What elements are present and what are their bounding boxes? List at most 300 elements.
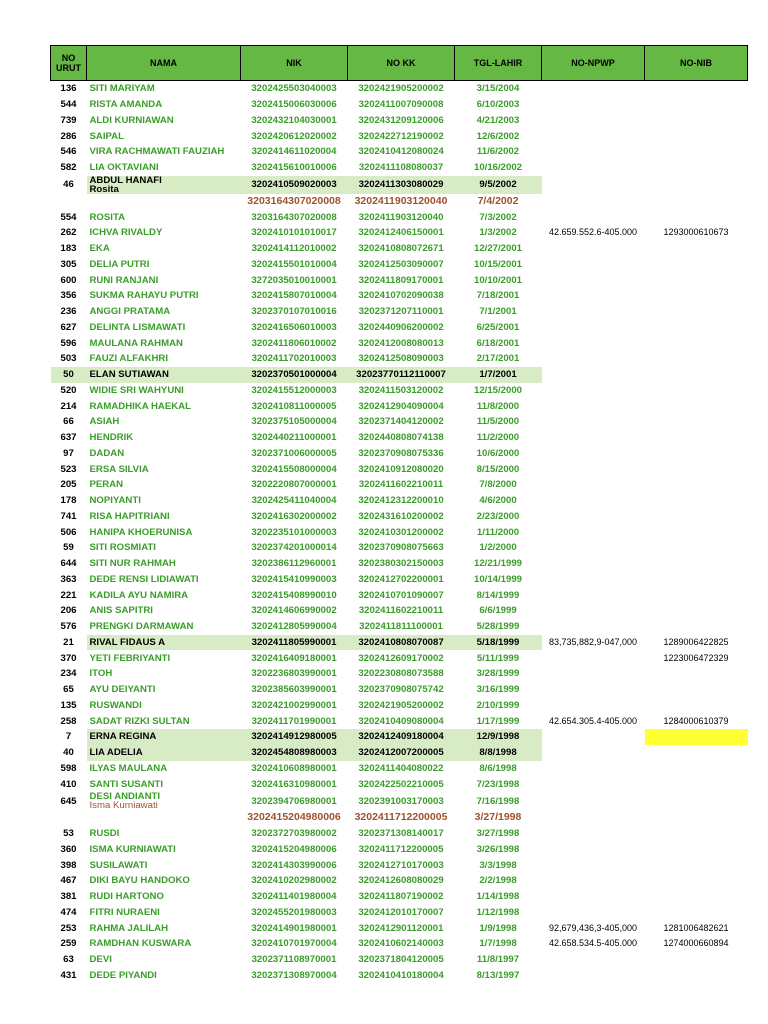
nib-cell[interactable] — [645, 540, 748, 556]
nik-cell[interactable]: 3202416302000002 — [251, 510, 337, 522]
birth-date-cell[interactable]: 7/3/2002 — [479, 211, 517, 223]
nik-cell[interactable]: 3202236803990001 — [251, 668, 337, 680]
npwp-cell[interactable]: 83,735,882,9-047,000 — [548, 636, 638, 647]
npwp-cell[interactable]: 92,679,436,3-405,000 — [548, 922, 638, 933]
name-cell[interactable]: DEDE RENSI LIDIAWATI — [89, 573, 199, 585]
birth-date-cell[interactable]: 7/23/1998 — [476, 778, 520, 790]
name-cell[interactable]: AYU DEIYANTI — [89, 684, 156, 696]
nib-cell[interactable] — [645, 682, 748, 698]
nik-cell[interactable]: 3202415610010006 — [251, 162, 337, 174]
name-cell[interactable]: ILYAS MAULANA — [89, 762, 168, 774]
no-kk-cell[interactable]: 32023770112110007 — [348, 367, 455, 383]
birth-date-cell[interactable]: 12/6/2002 — [476, 130, 520, 142]
no-kk-cell[interactable]: 3202440808074138 — [358, 432, 444, 444]
no-kk-cell[interactable]: 3202412409180004 — [348, 729, 455, 745]
no-kk-cell[interactable]: 3202412010170007 — [358, 906, 444, 918]
nik-cell[interactable]: 3202411806010002 — [251, 337, 337, 349]
nik-cell[interactable]: 3202372703980002 — [251, 828, 337, 840]
no-kk-cell[interactable]: 3202230808073588 — [358, 668, 444, 680]
nib-cell[interactable] — [645, 272, 748, 288]
birth-date-cell[interactable]: 3/27/1998 — [476, 828, 520, 840]
row-number-cell[interactable]: 7 — [51, 729, 87, 745]
row-number-cell[interactable]: 431 — [60, 969, 77, 981]
row-number-cell[interactable]: 546 — [60, 146, 77, 158]
birth-date-cell[interactable]: 11/8/1997 — [476, 954, 520, 966]
name-cell[interactable]: EKA — [89, 243, 110, 255]
npwp-cell[interactable] — [542, 857, 645, 873]
nib-cell[interactable] — [645, 446, 748, 462]
npwp-cell[interactable] — [542, 540, 645, 556]
row-number-cell[interactable]: 97 — [63, 447, 74, 459]
nik-cell[interactable]: 3202440211000001 — [251, 432, 337, 444]
npwp-cell[interactable] — [542, 603, 645, 619]
name-cell[interactable]: FAUZI ALFAKHRI — [89, 353, 169, 365]
npwp-cell[interactable] — [542, 320, 645, 336]
nib-cell[interactable] — [645, 97, 748, 113]
row-number-cell[interactable]: 741 — [60, 510, 77, 522]
row-number-cell[interactable]: 234 — [60, 668, 77, 680]
birth-date-cell[interactable]: 3/26/1998 — [476, 843, 520, 855]
nib-cell[interactable] — [645, 430, 748, 446]
birth-date-cell[interactable]: 8/13/1997 — [476, 969, 520, 981]
birth-date-cell[interactable]: 5/28/1999 — [476, 621, 520, 633]
npwp-cell[interactable] — [542, 128, 645, 144]
nik-cell[interactable]: 3202374201000014 — [251, 542, 337, 554]
npwp-cell[interactable] — [542, 745, 645, 761]
name-cell[interactable]: SITI ROSMIATI — [89, 542, 156, 554]
no-kk-cell[interactable]: 3202411108080037 — [358, 162, 444, 174]
birth-date-cell[interactable]: 8/15/2000 — [476, 463, 520, 475]
name-cell[interactable]: RAHMA JALILAH — [89, 922, 169, 934]
npwp-cell[interactable] — [542, 619, 645, 635]
birth-date-cell[interactable]: 2/17/2001 — [476, 353, 520, 365]
nib-cell[interactable] — [645, 160, 748, 176]
birth-date-cell[interactable]: 1/17/1999 — [476, 715, 520, 727]
birth-date-cell[interactable]: 7/8/2000 — [479, 479, 517, 491]
row-number-cell[interactable]: 600 — [60, 274, 77, 286]
row-number-cell[interactable]: 356 — [60, 290, 77, 302]
nib-cell[interactable] — [645, 367, 748, 383]
no-kk-cell[interactable]: 3202411007090008 — [358, 99, 444, 111]
npwp-cell[interactable] — [542, 682, 645, 698]
row-number-cell[interactable]: 50 — [51, 367, 87, 383]
no-kk-cell[interactable]: 3202411903120040 — [358, 211, 444, 223]
row-number-cell[interactable]: 135 — [60, 699, 77, 711]
name-cell[interactable]: ELAN SUTIAWAN — [87, 367, 241, 383]
npwp-cell[interactable] — [542, 842, 645, 858]
no-kk-cell[interactable]: 3202411903120040 — [354, 194, 448, 207]
name-cell[interactable]: ERSA SILVIA — [89, 463, 149, 475]
nik-cell[interactable]: 3202414303990006 — [251, 859, 337, 871]
name-cell[interactable]: MAULANA RAHMAN — [89, 337, 183, 349]
name-cell[interactable]: DEVI — [89, 954, 112, 966]
row-number-cell[interactable]: 258 — [60, 715, 77, 727]
npwp-cell[interactable] — [542, 367, 645, 383]
nik-cell[interactable]: 3202411702010003 — [251, 353, 337, 365]
birth-date-cell[interactable]: 1/9/1998 — [479, 922, 517, 934]
row-number-cell[interactable]: 627 — [60, 321, 77, 333]
nib-cell[interactable] — [645, 889, 748, 905]
birth-date-cell[interactable]: 4/6/2000 — [479, 495, 517, 507]
nib-cell[interactable]: 1284000610379 — [663, 715, 729, 726]
nib-cell[interactable] — [645, 556, 748, 572]
no-kk-cell[interactable]: 3202421905200002 — [358, 699, 444, 711]
name-cell[interactable]: ANIS SAPITRI — [89, 605, 153, 617]
nik-cell[interactable]: 3202415512000003 — [251, 384, 337, 396]
birth-date-cell[interactable]: 3/15/2004 — [476, 83, 520, 95]
birth-date-cell[interactable]: 10/14/1999 — [473, 573, 522, 585]
nik-cell[interactable]: 3202415204980006 — [247, 811, 341, 824]
birth-date-cell[interactable]: 1/7/1998 — [479, 938, 517, 950]
row-number-cell[interactable]: 544 — [60, 99, 77, 111]
no-kk-cell[interactable]: 3202411503120002 — [358, 384, 444, 396]
npwp-cell[interactable] — [542, 398, 645, 414]
no-kk-cell[interactable]: 3202370908075663 — [358, 542, 444, 554]
birth-date-cell[interactable]: 10/6/2000 — [476, 447, 520, 459]
nib-cell[interactable] — [645, 176, 748, 194]
name-cell[interactable]: FITRI NURAENI — [89, 906, 160, 918]
birth-date-cell[interactable]: 1/7/2001 — [455, 367, 542, 383]
nib-cell[interactable]: 1289006422825 — [663, 636, 729, 647]
nib-cell[interactable] — [645, 128, 748, 144]
birth-date-cell[interactable]: 6/25/2001 — [476, 321, 520, 333]
npwp-cell[interactable] — [542, 556, 645, 572]
npwp-cell[interactable] — [542, 698, 645, 714]
row-number-cell[interactable]: 506 — [60, 526, 77, 538]
nik-cell[interactable]: 3202410202980002 — [251, 875, 337, 887]
birth-date-cell[interactable]: 1/3/2002 — [479, 227, 517, 239]
nik-cell[interactable]: 3202370107010016 — [251, 306, 337, 318]
nik-cell[interactable]: 3202411401980004 — [251, 891, 337, 903]
nik-cell[interactable]: 3202454808980003 — [241, 745, 348, 761]
no-kk-cell[interactable]: 3202411303080029 — [348, 176, 455, 194]
row-number-cell[interactable]: 576 — [60, 621, 77, 633]
npwp-cell[interactable] — [542, 761, 645, 777]
nib-cell[interactable] — [645, 398, 748, 414]
nib-cell[interactable] — [645, 288, 748, 304]
birth-date-cell[interactable]: 7/16/1998 — [476, 795, 520, 807]
nik-cell[interactable]: 3202410811000005 — [251, 400, 337, 412]
birth-date-cell[interactable]: 3/27/1998 — [474, 811, 522, 824]
birth-date-cell[interactable]: 4/21/2003 — [476, 114, 520, 126]
nib-cell[interactable] — [645, 905, 748, 921]
nib-cell[interactable] — [645, 509, 748, 525]
birth-date-cell[interactable]: 11/2/2000 — [476, 432, 520, 444]
no-kk-cell[interactable]: 3202412904090004 — [358, 400, 444, 412]
birth-date-cell[interactable]: 1/12/1998 — [476, 906, 520, 918]
header-no-npwp[interactable]: NO-NPWP — [542, 46, 645, 81]
nik-cell[interactable]: 3202425503040003 — [251, 83, 337, 95]
nik-cell[interactable]: 3202455201980003 — [251, 906, 337, 918]
no-kk-cell[interactable]: 3202412007200005 — [348, 745, 455, 761]
nik-cell[interactable]: 3202432104030001 — [251, 114, 337, 126]
birth-date-cell[interactable]: 10/16/2002 — [473, 162, 522, 174]
no-kk-cell[interactable]: 3202412901120001 — [358, 922, 444, 934]
name-cell[interactable]: ERNA REGINA — [87, 729, 241, 745]
no-kk-cell[interactable]: 3202411712200005 — [358, 843, 444, 855]
name-cell[interactable] — [87, 810, 241, 826]
nik-cell[interactable]: 3202415204980006 — [251, 843, 337, 855]
row-number-cell[interactable]: 206 — [60, 605, 77, 617]
nib-cell[interactable] — [645, 826, 748, 842]
nib-cell[interactable] — [645, 603, 748, 619]
nib-cell[interactable]: 1293000610673 — [663, 227, 729, 238]
no-kk-cell[interactable]: 3202370908075742 — [358, 684, 444, 696]
name-cell[interactable]: SADAT RIZKI SULTAN — [89, 715, 190, 727]
no-kk-cell[interactable]: 3202391003170003 — [358, 795, 444, 807]
nib-cell[interactable] — [645, 209, 748, 225]
row-number-cell[interactable]: 286 — [60, 130, 77, 142]
nik-cell[interactable]: 3202425411040004 — [251, 495, 337, 507]
row-number-cell[interactable]: 65 — [63, 684, 74, 696]
npwp-cell[interactable] — [542, 873, 645, 889]
row-number-cell[interactable]: 205 — [60, 479, 77, 491]
birth-date-cell[interactable]: 8/6/1998 — [479, 762, 517, 774]
header-no-kk[interactable]: NO KK — [348, 46, 455, 81]
npwp-cell[interactable] — [542, 272, 645, 288]
birth-date-cell[interactable]: 7/18/2001 — [476, 290, 520, 302]
row-number-cell[interactable]: 523 — [60, 463, 77, 475]
nik-cell[interactable]: 3202375105000004 — [251, 416, 337, 428]
no-kk-cell[interactable]: 3202412406150001 — [358, 227, 444, 239]
nib-cell[interactable] — [645, 113, 748, 129]
npwp-cell[interactable] — [542, 650, 645, 666]
npwp-cell[interactable] — [542, 666, 645, 682]
nib-cell[interactable] — [645, 493, 748, 509]
birth-date-cell[interactable]: 6/18/2001 — [476, 337, 520, 349]
nib-cell[interactable] — [645, 729, 748, 745]
npwp-cell[interactable] — [542, 176, 645, 194]
name-cell[interactable]: ROSITA — [89, 211, 126, 223]
row-number-cell[interactable]: 136 — [60, 83, 77, 95]
name-cell[interactable] — [87, 176, 241, 194]
no-kk-cell[interactable]: 3202411811100001 — [359, 621, 443, 633]
no-kk-cell[interactable]: 3202411404080022 — [358, 762, 444, 774]
name-cell[interactable]: SANTI SUSANTI — [89, 778, 164, 790]
nib-cell[interactable] — [645, 761, 748, 777]
name-cell[interactable]: HANIPA KHOERUNISA — [89, 526, 193, 538]
npwp-cell[interactable]: 42.659.552.6-405.000 — [548, 227, 638, 238]
name-cell[interactable]: RAMDHAN KUSWARA — [89, 938, 192, 950]
npwp-cell[interactable] — [542, 383, 645, 399]
nik-cell[interactable]: 3202394706980001 — [251, 795, 337, 807]
nib-cell[interactable]: 1281006482621 — [663, 922, 729, 933]
name-cell[interactable]: SITI NUR RAHMAH — [89, 558, 176, 570]
header-tgl-lahir[interactable]: TGL-LAHIR — [455, 46, 542, 81]
birth-date-cell[interactable]: 1/2/2000 — [479, 542, 517, 554]
row-number-cell[interactable]: 370 — [60, 652, 77, 664]
row-number-cell[interactable]: 236 — [60, 306, 77, 318]
npwp-cell[interactable] — [542, 209, 645, 225]
npwp-cell[interactable] — [542, 414, 645, 430]
no-kk-cell[interactable]: 3202410301200002 — [358, 526, 444, 538]
name-cell[interactable]: DIKI BAYU HANDOKO — [89, 875, 190, 887]
npwp-cell[interactable] — [542, 241, 645, 257]
row-number-cell[interactable]: 221 — [60, 589, 77, 601]
row-number-cell[interactable]: 363 — [60, 573, 77, 585]
nib-cell[interactable] — [645, 241, 748, 257]
no-kk-cell[interactable]: 3202370908075336 — [358, 447, 444, 459]
header-nama[interactable]: NAMA — [87, 46, 241, 81]
nik-cell[interactable]: 3202416506010003 — [251, 321, 337, 333]
name-cell[interactable]: YETI FEBRIYANTI — [89, 652, 171, 664]
nik-cell[interactable]: 3202235101000003 — [251, 526, 337, 538]
birth-date-cell[interactable]: 8/14/1999 — [476, 589, 520, 601]
row-number-cell[interactable]: 53 — [63, 828, 74, 840]
no-kk-cell[interactable]: 3202371404120002 — [358, 416, 444, 428]
nik-cell[interactable]: 3202410608980001 — [251, 762, 337, 774]
no-kk-cell[interactable]: 3202412508090003 — [358, 353, 444, 365]
birth-date-cell[interactable]: 3/16/1999 — [476, 684, 520, 696]
nib-cell[interactable] — [645, 351, 748, 367]
row-number-cell[interactable]: 46 — [51, 176, 87, 194]
npwp-cell[interactable] — [542, 792, 645, 810]
no-kk-cell[interactable]: 3202410808070087 — [348, 635, 455, 651]
nik-cell[interactable]: 3202414912980005 — [241, 729, 348, 745]
row-number-cell[interactable]: 467 — [60, 875, 77, 887]
nik-cell[interactable]: 3202414901980001 — [251, 922, 337, 934]
nik-cell[interactable]: 3202415508000004 — [251, 463, 337, 475]
name-cell[interactable]: RUDI HARTONO — [89, 891, 164, 903]
name-cell[interactable]: SITI MARIYAM — [89, 83, 155, 95]
birth-date-cell[interactable]: 6/6/1999 — [479, 605, 517, 617]
npwp-cell[interactable] — [542, 952, 645, 968]
birth-date-cell[interactable]: 5/18/1999 — [455, 635, 542, 651]
no-kk-cell[interactable]: 3202410701090007 — [358, 589, 444, 601]
name-cell[interactable]: SUKMA RAHAYU PUTRI — [89, 290, 199, 302]
nib-cell[interactable] — [645, 810, 748, 826]
no-kk-cell[interactable]: 3202422712190002 — [358, 130, 444, 142]
no-kk-cell[interactable]: 3202410912080020 — [358, 463, 444, 475]
name-cell[interactable]: RUNI RANJANI — [89, 274, 159, 286]
nik-cell[interactable]: 3202414606990002 — [251, 605, 337, 617]
row-number-cell[interactable]: 183 — [60, 243, 77, 255]
nik-cell[interactable]: 3202410509020003 — [241, 176, 348, 194]
row-number-cell[interactable]: 178 — [60, 495, 77, 507]
row-number-cell[interactable]: 598 — [60, 762, 77, 774]
nib-cell[interactable] — [645, 414, 748, 430]
npwp-cell[interactable]: 42.654.305.4-405.000 — [548, 715, 638, 726]
name-cell[interactable]: ITOH — [89, 668, 113, 680]
npwp-cell[interactable] — [542, 889, 645, 905]
no-kk-cell[interactable]: 3202431209120006 — [358, 114, 444, 126]
nib-cell[interactable] — [645, 477, 748, 493]
nib-cell[interactable] — [645, 81, 748, 97]
name-cell[interactable]: WIDIE SRI WAHYUNI — [89, 384, 184, 396]
no-kk-cell[interactable]: 3202421905200002 — [358, 83, 444, 95]
no-kk-cell[interactable]: 3202410409080004 — [358, 715, 444, 727]
no-kk-cell[interactable]: 3202371308140017 — [358, 828, 444, 840]
birth-date-cell[interactable]: 8/8/1998 — [455, 745, 542, 761]
nib-cell[interactable] — [645, 666, 748, 682]
nik-cell[interactable]: 3202416310980001 — [251, 778, 337, 790]
name-cell[interactable]: RISTA AMANDA — [89, 99, 163, 111]
npwp-cell[interactable] — [542, 81, 645, 97]
npwp-cell[interactable] — [542, 524, 645, 540]
no-kk-cell[interactable]: 3202411602210011 — [358, 605, 444, 617]
npwp-cell[interactable] — [542, 335, 645, 351]
npwp-cell[interactable] — [542, 810, 645, 826]
row-number-cell[interactable]: 253 — [60, 922, 77, 934]
birth-date-cell[interactable]: 2/2/1998 — [479, 875, 517, 887]
nib-cell[interactable] — [645, 304, 748, 320]
row-number-cell[interactable]: 305 — [60, 258, 77, 270]
nik-cell[interactable]: 3202370501000004 — [241, 367, 348, 383]
birth-date-cell[interactable]: 12/15/2000 — [473, 384, 522, 396]
birth-date-cell[interactable]: 1/11/2000 — [476, 526, 520, 538]
npwp-cell[interactable] — [542, 826, 645, 842]
no-kk-cell[interactable]: 3202412503090007 — [358, 258, 444, 270]
npwp-cell[interactable] — [542, 113, 645, 129]
no-kk-cell[interactable]: 3202411807190002 — [358, 891, 444, 903]
nib-cell[interactable]: 1274000660894 — [663, 938, 729, 949]
name-cell[interactable]: LIA ADELIA — [87, 745, 241, 761]
birth-date-cell[interactable]: 5/11/1999 — [476, 652, 520, 664]
name-cell[interactable]: ALDI KURNIAWAN — [89, 114, 174, 126]
row-number-cell[interactable]: 410 — [60, 778, 77, 790]
nik-cell[interactable]: 3202421002990001 — [251, 699, 337, 711]
name-cell[interactable]: DADAN — [89, 447, 125, 459]
row-number-cell[interactable]: 59 — [63, 542, 74, 554]
no-kk-cell[interactable]: 3202410808072671 — [358, 243, 444, 255]
birth-date-cell[interactable]: 11/8/2000 — [476, 400, 520, 412]
npwp-cell[interactable] — [542, 905, 645, 921]
npwp-cell[interactable] — [542, 729, 645, 745]
npwp-cell[interactable] — [542, 304, 645, 320]
no-kk-cell[interactable]: 3202412710170003 — [358, 859, 444, 871]
row-number-cell[interactable]: 40 — [51, 745, 87, 761]
no-kk-cell[interactable]: 3202422502210005 — [358, 778, 444, 790]
name-cell[interactable]: PRENGKI DARMAWAN — [89, 621, 194, 633]
nik-cell[interactable]: 3202410101010017 — [251, 227, 337, 239]
nib-cell[interactable] — [645, 572, 748, 588]
no-kk-cell[interactable]: 3202411809170001 — [358, 274, 444, 286]
nib-cell[interactable] — [645, 745, 748, 761]
no-kk-cell[interactable]: 3202410702090038 — [358, 290, 444, 302]
nik-cell[interactable]: 3202415807010004 — [251, 290, 337, 302]
no-kk-cell[interactable]: 3202410602140003 — [358, 938, 444, 950]
no-kk-cell[interactable]: 3202411602210011 — [358, 479, 444, 491]
row-number-cell[interactable]: 520 — [60, 384, 77, 396]
nik-cell[interactable]: 3202371108970001 — [251, 954, 337, 966]
name-cell[interactable]: RISA HAPITRIANI — [89, 510, 170, 522]
row-number-cell[interactable]: 582 — [60, 162, 77, 174]
nik-cell[interactable]: 3202386112960001 — [251, 558, 337, 570]
row-number-cell[interactable]: 262 — [60, 227, 77, 239]
nik-cell[interactable]: 3202414112010002 — [251, 243, 337, 255]
birth-date-cell[interactable]: 12/9/1998 — [455, 729, 542, 745]
npwp-cell[interactable] — [542, 288, 645, 304]
nik-cell[interactable]: 3202220807000001 — [251, 479, 337, 491]
npwp-cell[interactable] — [542, 430, 645, 446]
nik-cell[interactable]: 3202420612020002 — [251, 130, 337, 142]
birth-date-cell[interactable]: 3/3/1998 — [479, 859, 517, 871]
no-kk-cell[interactable]: 3202410412080024 — [358, 146, 444, 158]
name-cell[interactable]: VIRA RACHMAWATI FAUZIAH — [89, 146, 225, 158]
npwp-cell[interactable] — [542, 144, 645, 160]
npwp-cell[interactable] — [542, 477, 645, 493]
no-kk-cell[interactable]: 3202380302150003 — [358, 558, 444, 570]
name-cell[interactable]: NOPIYANTI — [89, 495, 141, 507]
name-cell[interactable]: ISMA KURNIAWATI — [89, 843, 176, 855]
name-cell[interactable]: SUSILAWATI — [89, 859, 148, 871]
nib-cell[interactable] — [645, 320, 748, 336]
nib-cell[interactable] — [645, 857, 748, 873]
birth-date-cell[interactable]: 7/4/2002 — [477, 194, 519, 207]
row-number-cell[interactable]: 645 — [60, 795, 77, 807]
nib-cell[interactable] — [645, 698, 748, 714]
birth-date-cell[interactable]: 12/27/2001 — [473, 243, 522, 255]
